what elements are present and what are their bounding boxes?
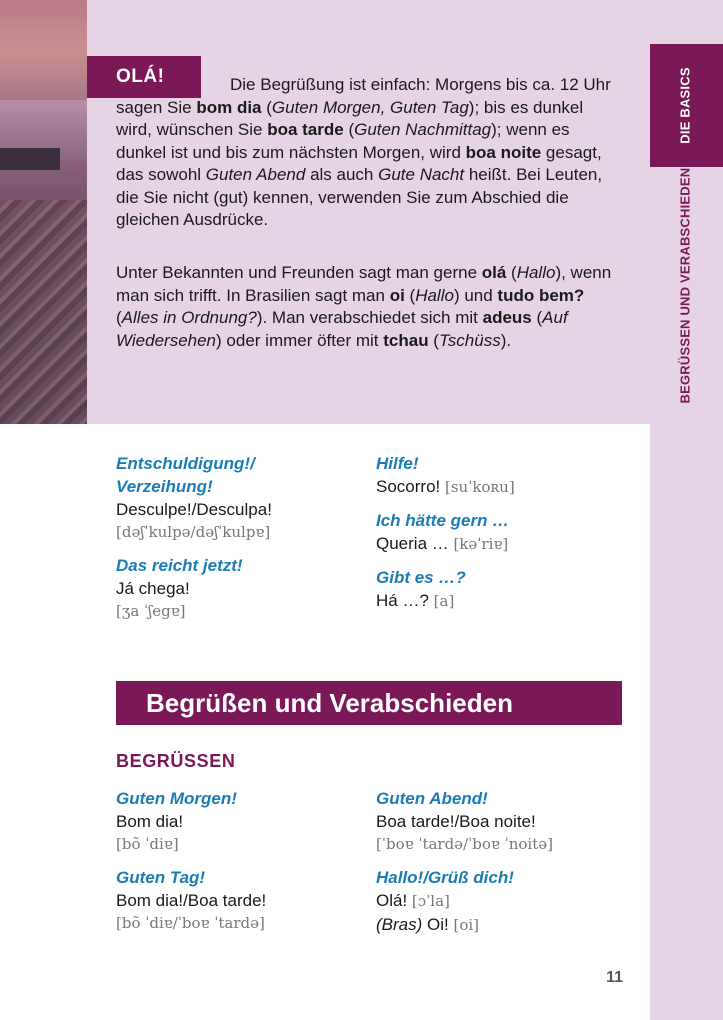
text-run: ( xyxy=(261,97,272,117)
text-run: ( xyxy=(531,308,543,327)
info-box-label: OLÁ! xyxy=(87,56,201,98)
phrase-pronunciation: [bõ ˈdiɐ/ˈboɐ ˈtardə] xyxy=(116,914,265,932)
text-run: ); bis es dunkel wird, wünschen Sie xyxy=(116,97,584,139)
text-run: boa noite xyxy=(465,142,542,162)
text-run: ( xyxy=(404,285,416,305)
text-run: tchau xyxy=(383,330,429,350)
header-photo xyxy=(0,0,87,424)
phrase-column-bottom-left xyxy=(116,787,366,935)
text-run: Guten Abend xyxy=(205,165,306,184)
section-tab-label: DIE BASICS xyxy=(677,67,693,144)
phrase-portuguese: Bom dia! xyxy=(116,812,184,831)
text-run: ), wenn man sich trifft. In Brasilien sagt man xyxy=(116,263,612,305)
phrase-german: Gibt es …? xyxy=(376,568,466,587)
phrase-item xyxy=(376,509,626,556)
text-run: Gute Nacht xyxy=(378,165,465,184)
text-run: ( xyxy=(116,308,122,327)
page-number: 11 xyxy=(606,969,623,986)
phrase-portuguese: Olá! xyxy=(376,891,408,910)
info-paragraph-2 xyxy=(116,262,616,352)
phrase-region-tag: (Bras) xyxy=(376,915,423,934)
phrase-item xyxy=(116,554,356,623)
text-run: ( xyxy=(428,330,439,350)
text-run: ). xyxy=(500,330,512,350)
chapter-tab-label[interactable]: BEGRÜSSEN UND VERABSCHIEDEN xyxy=(677,167,693,404)
phrase-german: Guten Tag! xyxy=(116,868,206,887)
text-run: ( xyxy=(343,120,355,139)
phrase-column-top-right xyxy=(376,452,626,613)
phrase-german: Guten Abend! xyxy=(376,789,488,808)
phrase-pronunciation: [a] xyxy=(433,592,455,610)
text-run: ). Man verabschiedet sich mit xyxy=(256,308,483,327)
phrase-pronunciation: [kəˈriɐ] xyxy=(453,535,509,553)
text-run: Hallo xyxy=(516,263,556,282)
text-run: Alles in Ordnung? xyxy=(121,308,257,327)
phrase-pronunciation: [ɔˈla] xyxy=(411,892,450,910)
text-run: ); wenn es dunkel ist und bis zum nächsten Morgen, wird xyxy=(116,120,570,162)
text-run: Die Begrüßung ist einfach: Morgens bis ca. 12 Uhr sagen Sie xyxy=(116,75,611,117)
text-run: boa tarde xyxy=(267,120,344,139)
phrase-item xyxy=(376,787,636,856)
phrase-pronunciation: [dəʃˈkulpə/dəʃˈkulpɐ] xyxy=(116,523,271,541)
phrase-item xyxy=(376,866,636,937)
text-run: Hallo xyxy=(415,285,454,305)
phrase-german: Ich hätte gern … xyxy=(376,511,510,530)
phrase-item xyxy=(116,452,356,544)
text-run: heißt. Bei Leuten, die Sie nicht (gut) kennen, verwenden Sie zum Abschied die gleichen Ausdrücke. xyxy=(116,165,603,229)
text-run: Tschüss xyxy=(438,330,501,350)
text-run: oi xyxy=(389,285,405,305)
text-run: ) und xyxy=(453,285,498,305)
phrase-pronunciation-alt: [oi] xyxy=(453,916,480,934)
photo-ship xyxy=(0,148,60,170)
text-run: bom dia xyxy=(196,97,262,117)
subsection-heading: BEGRÜSSEN xyxy=(116,751,236,771)
phrase-portuguese: Já chega! xyxy=(116,579,190,598)
phrase-pronunciation: [bõ ˈdiɐ] xyxy=(116,835,179,853)
section-heading: Begrüßen und Verabschieden xyxy=(116,681,622,725)
phrase-column-top-left xyxy=(116,452,356,623)
phrase-german: Hallo!/Grüß dich! xyxy=(376,868,514,887)
phrase-portuguese: Queria … xyxy=(376,534,449,553)
phrase-german: Hilfe! xyxy=(376,454,419,473)
phrase-pronunciation: [ʒa ˈʃegɐ] xyxy=(116,602,186,620)
phrase-portuguese-alt: Oi! xyxy=(427,915,449,934)
text-run: Guten Morgen, Guten Tag xyxy=(271,97,469,117)
phrase-portuguese: Desculpe!/Desculpa! xyxy=(116,500,272,519)
phrase-german: Guten Morgen! xyxy=(116,789,237,808)
text-run: olá xyxy=(481,263,507,282)
phrase-portuguese: Boa tarde!/Boa noite! xyxy=(376,812,536,831)
text-run: adeus xyxy=(482,308,532,327)
phrase-pronunciation: [suˈkoʀu] xyxy=(444,478,515,496)
text-run: als auch xyxy=(305,165,379,184)
phrase-column-bottom-right xyxy=(376,787,636,937)
phrase-pronunciation: [ˈboɐ ˈtardə/ˈboɐ ˈnoitə] xyxy=(376,835,553,853)
phrase-item xyxy=(116,787,366,856)
photo-rooftops xyxy=(0,200,87,424)
phrase-portuguese: Socorro! xyxy=(376,477,441,496)
text-run: ( xyxy=(506,263,517,282)
phrase-item xyxy=(116,866,366,935)
text-run: tudo bem? xyxy=(497,285,585,305)
text-run: gesagt, das sowohl xyxy=(116,142,602,184)
text-run: Auf Wiedersehen xyxy=(116,308,568,350)
phrase-german: Entschuldigung!/ Verzeihung! xyxy=(116,454,255,496)
phrase-portuguese: Bom dia!/Boa tarde! xyxy=(116,891,267,910)
phrase-item xyxy=(376,566,626,613)
text-run: Unter Bekannten und Freunden sagt man gerne xyxy=(116,263,482,282)
text-run: Guten Nachmittag xyxy=(354,120,492,139)
phrase-item xyxy=(376,452,626,499)
info-paragraph-1 xyxy=(116,74,616,232)
phrase-portuguese: Há …? xyxy=(376,591,429,610)
phrase-german: Das reicht jetzt! xyxy=(116,556,243,575)
text-run: ) oder immer öfter mit xyxy=(216,330,384,350)
